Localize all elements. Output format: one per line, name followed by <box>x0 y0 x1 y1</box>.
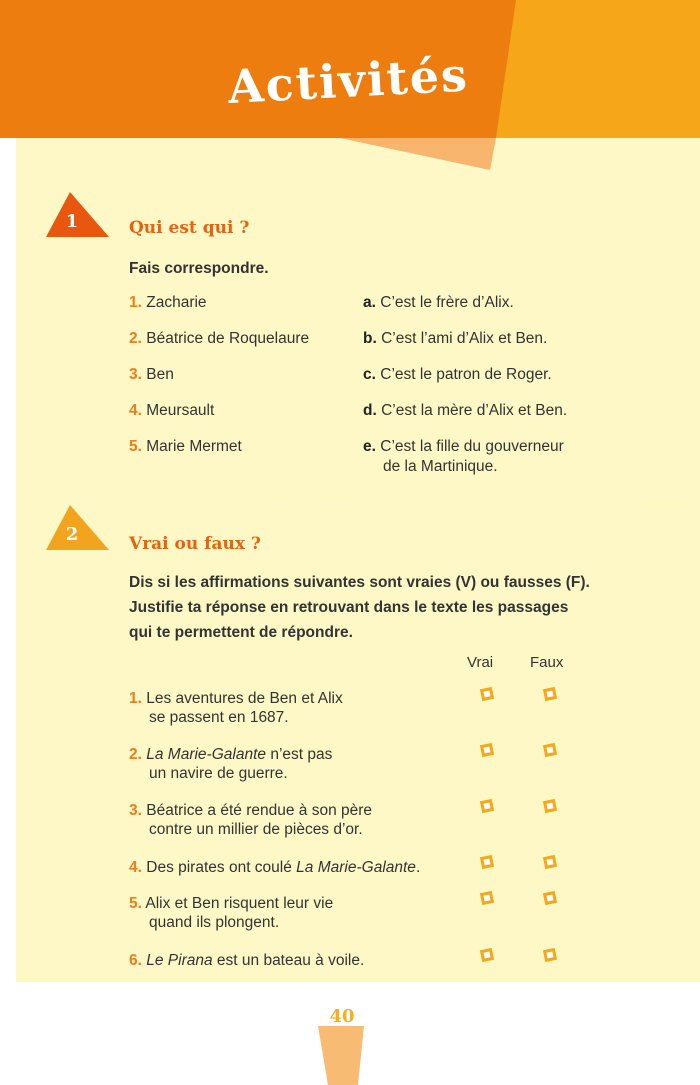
item-text: C’est la mère d’Alix et Ben. <box>381 402 568 419</box>
checkbox-true[interactable] <box>478 946 494 962</box>
checkbox-false[interactable] <box>541 889 557 905</box>
item-number: 5. <box>129 438 142 455</box>
true-false-statement <box>129 894 333 932</box>
instruction-line: qui te permettent de répondre. <box>129 624 353 641</box>
checkbox-true[interactable] <box>478 685 494 701</box>
item-text: Les aventures de Ben et Alix <box>146 690 343 707</box>
match-right-item <box>363 401 567 421</box>
item-text: C’est le frère d’Alix. <box>380 294 514 311</box>
item-text-continued: se passent en 1687. <box>149 709 289 726</box>
page-number: 40 <box>329 1006 355 1027</box>
item-letter: b. <box>363 330 377 347</box>
match-right-item <box>363 437 564 477</box>
item-text: Béatrice a été rendue à son père <box>146 802 373 819</box>
item-text: Béatrice de Roquelaure <box>146 330 310 347</box>
column-header-true: Vrai <box>467 654 494 671</box>
item-text: C’est le patron de Roger. <box>380 366 552 383</box>
item-text: est un bateau à voile. <box>212 952 365 969</box>
checkbox-true[interactable] <box>478 741 494 757</box>
match-left-item <box>129 437 242 457</box>
match-left-item <box>129 329 309 349</box>
checkbox-true[interactable] <box>478 889 494 905</box>
section1-title: Qui est qui ? <box>129 218 250 238</box>
instruction-line: Dis si les affirmations suivantes sont vraies (V) ou fausses (F). <box>129 574 590 591</box>
section1-panel <box>16 138 700 512</box>
item-text: Alix et Ben risquent leur vie <box>145 895 334 912</box>
item-letter: d. <box>363 402 377 419</box>
item-number: 6. <box>129 952 142 969</box>
item-number: 1. <box>129 294 142 311</box>
match-right-item <box>363 293 514 313</box>
true-false-statement <box>129 689 343 727</box>
true-false-statement <box>129 801 372 839</box>
checkbox-false[interactable] <box>541 946 557 962</box>
item-letter: e. <box>363 438 376 455</box>
section2-title: Vrai ou faux ? <box>129 534 261 554</box>
true-false-statement <box>129 858 420 877</box>
section2-instruction <box>129 570 590 645</box>
match-left-item <box>129 293 207 313</box>
item-title-italic: Le Pirana <box>146 952 213 969</box>
true-false-statement <box>129 745 332 783</box>
checkbox-false[interactable] <box>541 797 557 813</box>
item-text: Des pirates ont coulé <box>146 859 297 876</box>
section1-number: 1 <box>65 211 79 232</box>
item-number: 3. <box>129 366 142 383</box>
item-text-continued: de la Martinique. <box>383 458 498 475</box>
item-text: C’est la fille du gouverneur <box>380 438 564 455</box>
item-text: . <box>415 859 421 876</box>
item-title-italic: La Marie-Galante <box>296 859 416 876</box>
item-text: n’est pas <box>266 746 333 763</box>
checkbox-true[interactable] <box>478 853 494 869</box>
item-letter: a. <box>363 294 376 311</box>
item-number: 4. <box>129 859 142 876</box>
section1-instruction: Fais correspondre. <box>129 260 269 277</box>
item-text: Ben <box>146 366 174 383</box>
match-left-item <box>129 365 174 385</box>
item-text: Zacharie <box>146 294 207 311</box>
section2-number: 2 <box>65 524 79 545</box>
instruction-line: Justifie ta réponse en retrouvant dans le texte les passages <box>129 599 569 616</box>
item-text: Meursault <box>146 402 215 419</box>
item-number: 2. <box>129 746 142 763</box>
item-number: 4. <box>129 402 142 419</box>
item-text: C’est l’ami d’Alix et Ben. <box>381 330 548 347</box>
item-number: 1. <box>129 690 142 707</box>
checkbox-false[interactable] <box>541 741 557 757</box>
checkbox-false[interactable] <box>541 853 557 869</box>
column-header-false: Faux <box>530 654 564 671</box>
section2-panel <box>16 496 700 982</box>
item-letter: c. <box>363 366 376 383</box>
item-text-continued: contre un millier de pièces d’or. <box>149 821 363 838</box>
page-number-tab <box>318 1026 364 1085</box>
item-text: Marie Mermet <box>146 438 242 455</box>
checkbox-true[interactable] <box>478 797 494 813</box>
item-number: 2. <box>129 330 142 347</box>
item-text-continued: quand ils plongent. <box>149 914 280 931</box>
page-title: Activités <box>226 47 471 114</box>
match-right-item <box>363 329 547 349</box>
item-number: 3. <box>129 802 142 819</box>
checkbox-false[interactable] <box>541 685 557 701</box>
match-right-item <box>363 365 552 385</box>
item-number: 5. <box>129 895 142 912</box>
true-false-statement <box>129 951 364 970</box>
item-title-italic: La Marie-Galante <box>146 746 267 763</box>
match-left-item <box>129 401 214 421</box>
item-text-continued: un navire de guerre. <box>149 765 288 782</box>
